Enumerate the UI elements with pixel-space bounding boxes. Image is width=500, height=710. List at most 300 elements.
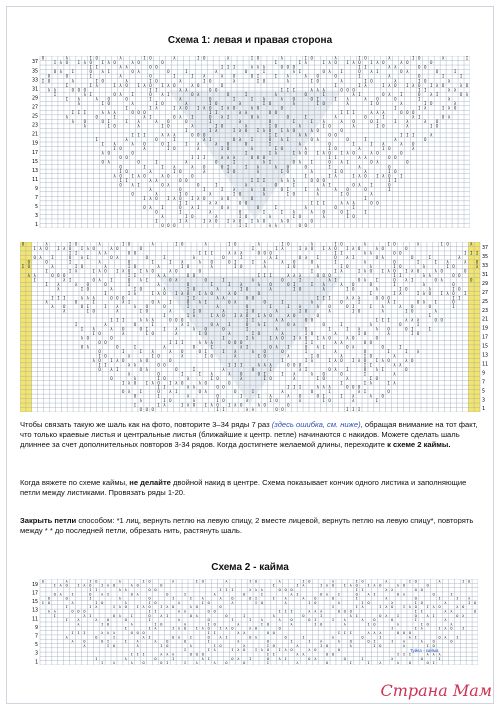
stitch-symbol: λ (83, 582, 86, 588)
stitch-symbol: O (226, 195, 230, 201)
stitch-symbol: λ (385, 604, 388, 610)
stitch-symbol: O (160, 621, 163, 627)
stitch-symbol: I (402, 604, 406, 610)
stitch-symbol: O (243, 647, 246, 653)
stitch-symbol: I (92, 331, 95, 337)
stitch-symbol: I (304, 348, 308, 354)
stitch-symbol: I (185, 214, 188, 220)
stitch-symbol: O (355, 582, 358, 588)
stitch-symbol: I (440, 242, 443, 247)
stitch-symbol: λ (83, 60, 87, 66)
stitch-symbol: λ (163, 272, 166, 278)
stitch-symbol: I (172, 655, 175, 661)
stitch-symbol: O (157, 389, 160, 395)
stitch-symbol: O (257, 331, 261, 337)
stitch-symbol: I (369, 290, 373, 296)
stitch-symbol: I (173, 168, 176, 174)
stitch-symbol: I (373, 642, 376, 648)
stitch-symbol: O (95, 579, 98, 584)
row-number-label: 21 (31, 131, 38, 138)
stitch-symbol: I (239, 393, 243, 399)
stitch-symbol: I (328, 357, 331, 363)
stitch-symbol: I (388, 186, 391, 192)
stitch-symbol: λ (71, 118, 75, 124)
stitch-symbol: O (382, 123, 385, 129)
stitch-symbol: λ (394, 78, 397, 84)
stitch-symbol: O (452, 272, 455, 278)
stitch-symbol: I (143, 56, 146, 61)
row-number-label: 31 (482, 272, 489, 278)
stitch-symbol: λ (385, 587, 388, 593)
stitch-symbol: λ (127, 362, 131, 368)
stitch-symbol: λ (65, 56, 69, 61)
stitch-symbol: O (180, 348, 184, 354)
stitch-symbol: O (367, 599, 370, 605)
stitch-symbol: λ (98, 250, 101, 256)
stitch-symbol: λ (393, 353, 396, 359)
row-number-label: 11 (482, 361, 489, 368)
stitch-symbol: λ (155, 118, 158, 124)
stitch-symbol: λ (136, 638, 139, 644)
stitch-symbol: λ (251, 277, 255, 283)
stitch-symbol: I (198, 250, 202, 256)
stitch-symbol: I (167, 141, 170, 147)
stitch-symbol: λ (428, 286, 432, 292)
stitch-symbol: I (116, 366, 119, 372)
stitch-symbol: I (172, 625, 175, 631)
stitch-symbol: λ (352, 123, 355, 129)
row-number-label: 19 (31, 581, 38, 588)
stitch-symbol: O (222, 384, 225, 390)
stitch-symbol: I (208, 137, 212, 143)
stitch-symbol: λ (310, 242, 314, 247)
stitch-symbol: λ (191, 82, 194, 88)
stitch-symbol: I (275, 246, 278, 252)
stitch-symbol: I (95, 137, 98, 143)
stitch-symbol: O (179, 204, 182, 210)
stitch-symbol: λ (369, 322, 373, 328)
stitch-symbol: λ (116, 357, 119, 363)
stitch-symbol: I (361, 599, 364, 605)
stitch-symbol: λ (220, 114, 224, 120)
stitch-symbol: O (304, 91, 307, 97)
stitch-symbol: λ (464, 259, 467, 265)
stitch-symbol: O (210, 353, 213, 359)
stitch-symbol: λ (334, 348, 337, 354)
stitch-symbol: I (68, 259, 72, 265)
stitch-symbol: λ (119, 73, 122, 79)
stitch-symbol: λ (145, 317, 149, 323)
stitch-symbol: I (352, 204, 355, 210)
stitch-symbol: I (393, 290, 396, 296)
stitch-symbol: I (210, 344, 213, 350)
stitch-symbol: I (334, 96, 337, 102)
stitch-symbol: O (358, 60, 361, 66)
stitch-symbol: O (248, 634, 252, 640)
stitch-symbol: I (219, 625, 222, 631)
stitch-symbol: O (364, 186, 367, 192)
stitch-symbol: O (163, 290, 166, 296)
stitch-symbol: O (331, 651, 335, 657)
stitch-symbol: λ (444, 599, 447, 605)
stitch-symbol: I (363, 380, 367, 386)
stitch-symbol: O (284, 634, 287, 640)
stitch-symbol: O (161, 100, 164, 106)
stitch-symbol: O (284, 587, 287, 593)
stitch-symbol: I (418, 96, 421, 102)
stitch-symbol: O (428, 304, 432, 310)
stitch-symbol: I (127, 299, 131, 305)
stitch-symbol: I (71, 109, 75, 115)
stitch-symbol: λ (192, 255, 196, 260)
stitch-symbol: O (228, 259, 231, 265)
stitch-symbol: I (304, 114, 307, 120)
stitch-symbol: I (340, 191, 343, 197)
stitch-symbol: I (269, 304, 272, 310)
stitch-symbol: O (98, 366, 101, 372)
stitch-symbol: O (110, 255, 113, 260)
stitch-symbol: I (351, 255, 355, 260)
stitch-symbol: O (180, 317, 184, 323)
stitch-symbol: λ (98, 242, 101, 247)
stitch-symbol: λ (107, 159, 110, 165)
stitch-symbol: λ (173, 195, 176, 201)
stitch-symbol: λ (346, 100, 349, 106)
stitch-symbol: O (214, 87, 218, 93)
stitch-symbol: I (391, 625, 394, 631)
stitch-symbol: O (375, 295, 379, 301)
stitch-symbol: I (133, 272, 137, 278)
stitch-symbol: I (110, 317, 113, 323)
stitch-symbol: λ (154, 625, 157, 631)
stitch-symbol: λ (101, 69, 104, 75)
stitch-symbol: I (272, 582, 275, 588)
stitch-symbol: λ (405, 357, 408, 363)
stitch-symbol: λ (127, 380, 131, 386)
stitch-symbol: O (458, 286, 461, 292)
stitch-symbol: λ (352, 200, 355, 206)
stitch-symbol: I (74, 250, 78, 256)
stitch-symbol: I (405, 308, 408, 314)
stitch-symbol: λ (322, 87, 325, 93)
stitch-symbol: I (416, 290, 420, 296)
stitch-symbol: O (418, 56, 421, 61)
stitch-symbol: I (370, 100, 373, 106)
stitch-symbol: I (308, 638, 311, 644)
stitch-symbol: λ (208, 200, 212, 206)
row-number-label: 21 (482, 316, 489, 323)
stitch-symbol: O (201, 579, 204, 584)
stitch-symbol: λ (343, 617, 346, 623)
stitch-symbol: λ (177, 625, 181, 631)
stitch-symbol: λ (322, 384, 325, 390)
stitch-symbol: λ (131, 100, 134, 106)
stitch-symbol: λ (286, 128, 290, 134)
stitch-symbol: O (340, 209, 343, 215)
stitch-symbol: λ (387, 299, 390, 305)
stitch-symbol: I (316, 100, 319, 106)
stitch-symbol: I (225, 587, 228, 593)
stitch-symbol: I (251, 259, 255, 265)
stitch-symbol: I (416, 322, 420, 328)
stitch-symbol: I (382, 82, 385, 88)
stitch-symbol: I (405, 348, 408, 354)
stitch-symbol: λ (133, 375, 137, 381)
stitch-symbol: I (166, 660, 169, 665)
stitch-symbol: O (137, 159, 140, 165)
stitch-symbol: λ (95, 82, 98, 88)
stitch-symbol: O (53, 69, 57, 75)
stitch-symbol: O (343, 655, 346, 661)
stitch-symbol: O (298, 362, 302, 368)
stitch-symbol: I (53, 612, 56, 618)
row-number-label: 35 (482, 254, 489, 261)
stitch-symbol: I (220, 64, 224, 70)
stitch-symbol: O (316, 177, 319, 183)
stitch-symbol: O (89, 60, 92, 66)
stitch-symbol: I (197, 56, 200, 61)
stitch-symbol: λ (210, 263, 213, 269)
stitch-symbol: O (186, 281, 190, 287)
stitch-symbol: I (292, 87, 296, 93)
stitch-symbol: λ (110, 286, 113, 292)
stitch-symbol: O (119, 146, 122, 152)
stitch-symbol: I (290, 638, 293, 644)
stitch-symbol: λ (422, 281, 426, 287)
stitch-symbol: λ (286, 73, 290, 79)
stitch-symbol: O (328, 304, 331, 310)
stitch-symbol: I (394, 177, 397, 183)
stitch-symbol: λ (281, 246, 284, 252)
stitch-symbol: O (456, 612, 459, 618)
stitch-symbol: I (364, 78, 367, 84)
stitch-symbol: λ (113, 141, 116, 147)
stitch-symbol: O (47, 78, 51, 84)
stitch-symbol: I (167, 195, 170, 201)
stitch-symbol: λ (319, 638, 323, 644)
stitch-symbol: I (393, 281, 396, 287)
stitch-symbol: λ (296, 651, 299, 657)
stitch-symbol: I (464, 250, 467, 256)
stitch-symbol: I (207, 638, 210, 644)
stitch-symbol: O (262, 218, 266, 224)
stitch-symbol: I (201, 599, 204, 605)
stitch-symbol: O (239, 371, 243, 377)
stitch-symbol: O (263, 348, 266, 354)
stitch-symbol: λ (110, 326, 113, 332)
stitch-symbol: λ (310, 87, 313, 93)
stitch-symbol: O (161, 182, 164, 188)
stitch-symbol: λ (382, 173, 385, 179)
stitch-symbol: I (92, 268, 95, 274)
stitch-symbol: I (198, 290, 202, 296)
stitch-symbol: λ (310, 357, 314, 363)
stitch-symbol: I (400, 173, 403, 179)
stitch-symbol: O (375, 255, 379, 260)
stitch-symbol: I (173, 137, 176, 143)
stitch-symbol: O (189, 651, 193, 657)
stitch-symbol: I (274, 73, 278, 79)
stitch-symbol: I (203, 218, 206, 224)
stitch-symbol: I (142, 651, 145, 657)
stitch-symbol: λ (296, 660, 299, 665)
stitch-symbol: O (328, 366, 331, 372)
stitch-symbol: λ (370, 191, 373, 197)
stitch-symbol: λ (119, 56, 122, 61)
stitch-symbol: O (245, 295, 249, 301)
stitch-symbol: λ (428, 272, 432, 278)
stitch-symbol: I (207, 630, 210, 636)
stitch-symbol: O (308, 617, 311, 623)
stitch-symbol: O (116, 246, 119, 252)
stitch-symbol: O (104, 268, 107, 274)
stitch-symbol: O (263, 299, 266, 305)
stitch-symbol: O (351, 335, 355, 341)
stitch-symbol: O (418, 73, 421, 79)
stitch-symbol: I (145, 380, 149, 386)
stitch-symbol: I (148, 599, 151, 605)
stitch-symbol: λ (275, 326, 278, 332)
stitch-symbol: O (169, 398, 172, 404)
stitch-symbol: λ (228, 250, 231, 256)
stitch-symbol: O (394, 155, 397, 161)
row-number-label: 37 (31, 59, 38, 66)
stitch-symbol: O (322, 177, 325, 183)
stitch-symbol: I (106, 591, 110, 597)
stitch-symbol: λ (334, 114, 337, 120)
stitch-symbol: I (95, 64, 98, 70)
stitch-symbol: O (268, 137, 272, 143)
stitch-symbol: I (322, 295, 325, 301)
stitch-symbol: I (169, 299, 172, 305)
stitch-symbol: O (41, 56, 45, 61)
stitch-symbol: O (133, 393, 137, 399)
stitch-symbol: O (402, 630, 406, 636)
stitch-symbol: I (328, 155, 331, 161)
stitch-symbol: λ (346, 335, 349, 341)
stitch-symbol: O (110, 295, 113, 301)
stitch-symbol: O (290, 617, 293, 623)
stitch-symbol: I (225, 634, 228, 640)
stitch-symbol: λ (412, 114, 415, 120)
stitch-symbol: O (124, 617, 127, 623)
stitch-symbol: I (250, 218, 254, 224)
stitch-symbol: I (280, 87, 284, 93)
stitch-symbol: λ (293, 371, 296, 377)
stitch-symbol: O (399, 263, 402, 269)
stitch-symbol: I (125, 177, 128, 183)
stitch-symbol: λ (298, 132, 302, 138)
stitch-symbol: λ (340, 281, 343, 287)
stitch-symbol: λ (169, 348, 172, 354)
stitch-symbol: λ (104, 322, 107, 328)
stitch-symbol: λ (57, 286, 60, 292)
stitch-symbol: O (145, 304, 149, 310)
stitch-symbol: O (346, 137, 349, 143)
stitch-symbol: O (98, 331, 101, 337)
stitch-symbol: I (107, 123, 110, 129)
stitch-symbol: λ (257, 402, 261, 408)
stitch-symbol: λ (172, 579, 175, 584)
stitch-symbol: I (89, 587, 92, 593)
stitch-symbol: O (185, 118, 188, 124)
stitch-symbol: I (163, 313, 166, 319)
stitch-symbol: O (328, 398, 331, 404)
stitch-symbol: O (281, 407, 284, 412)
stitch-symbol: O (204, 326, 207, 332)
stitch-symbol: O (157, 362, 160, 368)
stitch-symbol: λ (310, 209, 313, 215)
stitch-symbol: O (458, 272, 461, 278)
stitch-symbol: λ (121, 268, 125, 274)
stitch-symbol: λ (204, 340, 207, 345)
stitch-symbol: I (269, 398, 272, 404)
stitch-symbol: λ (95, 604, 98, 610)
stitch-symbol: I (107, 69, 110, 75)
stitch-symbol: λ (175, 331, 178, 337)
stitch-symbol: λ (191, 123, 194, 129)
stitch-symbol: O (149, 82, 152, 88)
stitch-symbol: λ (232, 78, 236, 84)
stitch-symbol: I (406, 132, 409, 138)
stitch-symbol: O (452, 290, 455, 296)
stitch-symbol: O (143, 173, 146, 179)
stitch-symbol: I (183, 591, 187, 597)
stitch-symbol: I (281, 371, 284, 377)
stitch-symbol: O (412, 141, 415, 147)
stitch-symbol: O (112, 642, 116, 648)
stitch-symbol: I (410, 331, 414, 337)
stitch-symbol: O (387, 295, 390, 301)
stitch-symbol: O (232, 137, 236, 143)
stitch-symbol: O (410, 304, 414, 310)
stitch-symbol: O (143, 141, 146, 147)
stitch-symbol: λ (256, 168, 260, 174)
stitch-symbol: O (314, 647, 317, 653)
stitch-symbol: I (51, 295, 54, 301)
row-number-label: 29 (31, 95, 38, 102)
stitch-symbol: I (257, 272, 261, 278)
row-number-label: 15 (31, 158, 38, 165)
stitch-symbol: O (352, 87, 355, 93)
stitch-symbol: λ (237, 655, 240, 661)
stitch-symbol: λ (228, 290, 231, 296)
stitch-symbol: O (239, 340, 243, 345)
stitch-symbol: O (154, 587, 157, 593)
stitch-symbol: λ (167, 82, 170, 88)
stitch-symbol: I (183, 647, 187, 653)
stitch-symbol: λ (340, 353, 343, 359)
stitch-symbol: I (412, 56, 415, 61)
stitch-symbol: O (110, 335, 113, 341)
stitch-symbol: λ (198, 340, 202, 345)
stitch-symbol: I (121, 380, 125, 386)
stitch-symbol: O (201, 651, 204, 657)
stitch-symbol: I (169, 259, 172, 265)
stitch-symbol: I (434, 299, 437, 305)
stitch-symbol: O (322, 375, 325, 381)
stitch-symbol: O (376, 96, 379, 102)
stitch-symbol: λ (210, 402, 213, 408)
stitch-symbol: O (381, 393, 384, 399)
stitch-symbol: I (370, 141, 373, 147)
stitch-symbol: O (189, 612, 193, 618)
stitch-symbol: O (358, 69, 361, 75)
stitch-symbol: I (210, 281, 213, 287)
stitch-symbol: λ (361, 604, 364, 610)
stitch-symbol: O (346, 191, 349, 197)
stitch-symbol: λ (204, 290, 207, 296)
